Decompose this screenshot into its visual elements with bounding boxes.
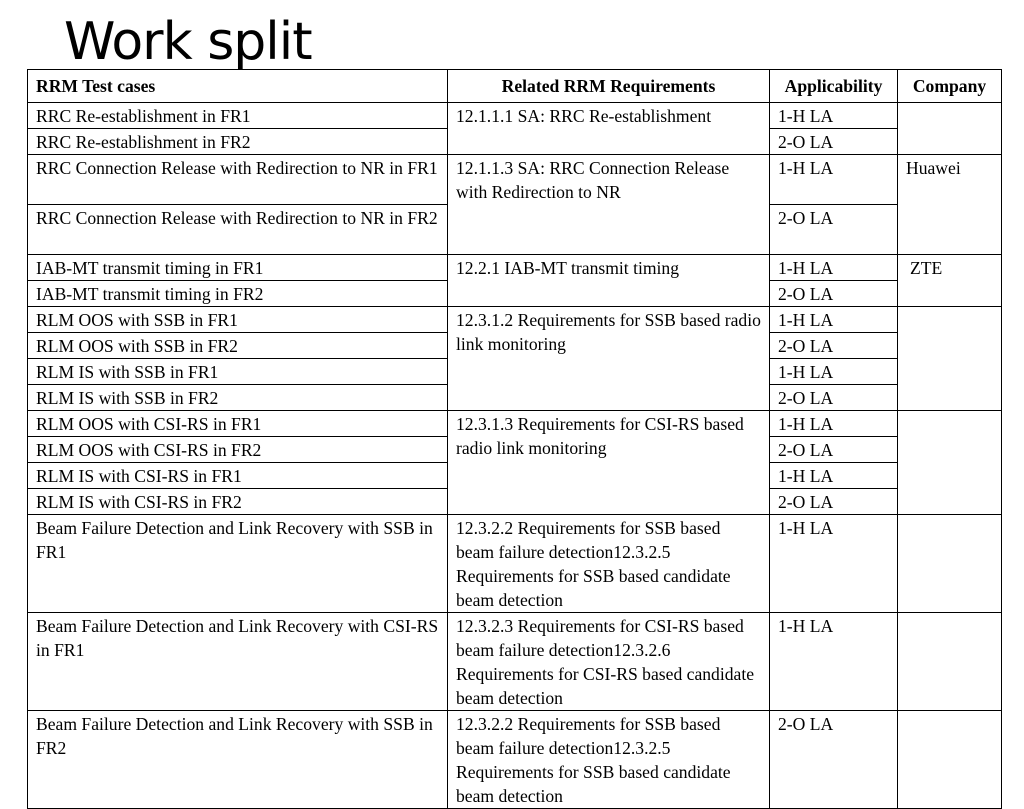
applicability-cell: 1-H LA: [770, 255, 898, 281]
work-split-table: [27, 69, 1002, 809]
applicability-cell: 2-O LA: [770, 281, 898, 307]
company-cell: [898, 515, 1002, 613]
test-case-cell: RLM IS with CSI-RS in FR2: [28, 489, 448, 515]
test-case-cell: Beam Failure Detection and Link Recovery with CSI-RS in FR1: [28, 613, 448, 711]
test-case-cell: RLM IS with CSI-RS in FR1: [28, 463, 448, 489]
requirement-cell: 12.1.1.1 SA: RRC Re-establishment: [448, 103, 770, 155]
applicability-cell: 1-H LA: [770, 155, 898, 205]
applicability-cell: 2-O LA: [770, 205, 898, 255]
applicability-cell: 1-H LA: [770, 463, 898, 489]
test-case-cell: RRC Re-establishment in FR2: [28, 129, 448, 155]
test-case-cell: RLM OOS with SSB in FR2: [28, 333, 448, 359]
table-row: [28, 613, 1002, 711]
company-cell: [898, 711, 1002, 809]
table-row: [28, 103, 1002, 129]
test-case-cell: Beam Failure Detection and Link Recovery with SSB in FR1: [28, 515, 448, 613]
applicability-cell: 1-H LA: [770, 103, 898, 129]
test-case-cell: RLM IS with SSB in FR1: [28, 359, 448, 385]
page-title: Work split: [64, 12, 312, 72]
requirement-cell: 12.2.1 IAB-MT transmit timing: [448, 255, 770, 307]
applicability-cell: 2-O LA: [770, 489, 898, 515]
test-case-cell: RLM IS with SSB in FR2: [28, 385, 448, 411]
test-case-cell: RRC Connection Release with Redirection to NR in FR1: [28, 155, 448, 205]
table-header-row: [28, 70, 1002, 103]
table-row: [28, 515, 1002, 613]
requirement-cell: 12.3.2.2 Requirements for SSB based beam failure detection12.3.2.5 Requirements for SSB based candidate beam detection: [448, 711, 770, 809]
company-cell: [898, 103, 1002, 155]
table-row: [28, 307, 1002, 333]
applicability-cell: 2-O LA: [770, 129, 898, 155]
requirement-cell: 12.3.2.2 Requirements for SSB based beam failure detection12.3.2.5 Requirements for SSB based candidate beam detection: [448, 515, 770, 613]
test-case-cell: IAB-MT transmit timing in FR2: [28, 281, 448, 307]
test-case-cell: RLM OOS with SSB in FR1: [28, 307, 448, 333]
applicability-cell: 2-O LA: [770, 385, 898, 411]
applicability-cell: 2-O LA: [770, 711, 898, 809]
table-row: [28, 255, 1002, 281]
applicability-cell: 2-O LA: [770, 333, 898, 359]
applicability-cell: 1-H LA: [770, 307, 898, 333]
header-test-cases: RRM Test cases: [28, 70, 448, 103]
requirement-cell: 12.1.1.3 SA: RRC Connection Release with Redirection to NR: [448, 155, 770, 255]
applicability-cell: 1-H LA: [770, 613, 898, 711]
header-applicability: Applicability: [770, 70, 898, 103]
requirement-cell: 12.3.1.3 Requirements for CSI-RS based radio link monitoring: [448, 411, 770, 515]
table-row: [28, 155, 1002, 205]
company-cell: [898, 613, 1002, 711]
requirement-cell: 12.3.2.3 Requirements for CSI-RS based beam failure detection12.3.2.6 Requirements for CSI-RS based candidate beam detection: [448, 613, 770, 711]
test-case-cell: RLM OOS with CSI-RS in FR2: [28, 437, 448, 463]
test-case-cell: RLM OOS with CSI-RS in FR1: [28, 411, 448, 437]
company-cell: [898, 307, 1002, 411]
table-row: [28, 411, 1002, 437]
applicability-cell: 1-H LA: [770, 411, 898, 437]
table-row: [28, 711, 1002, 809]
test-case-cell: Beam Failure Detection and Link Recovery with SSB in FR2: [28, 711, 448, 809]
applicability-cell: 1-H LA: [770, 515, 898, 613]
company-cell: Huawei: [898, 155, 1002, 255]
test-case-cell: RRC Re-establishment in FR1: [28, 103, 448, 129]
applicability-cell: 1-H LA: [770, 359, 898, 385]
test-case-cell: IAB-MT transmit timing in FR1: [28, 255, 448, 281]
company-cell: ZTE: [898, 255, 1002, 307]
header-company: Company: [898, 70, 1002, 103]
requirement-cell: 12.3.1.2 Requirements for SSB based radio link monitoring: [448, 307, 770, 411]
test-case-cell: RRC Connection Release with Redirection to NR in FR2: [28, 205, 448, 255]
company-cell: [898, 411, 1002, 515]
applicability-cell: 2-O LA: [770, 437, 898, 463]
header-requirements: Related RRM Requirements: [448, 70, 770, 103]
